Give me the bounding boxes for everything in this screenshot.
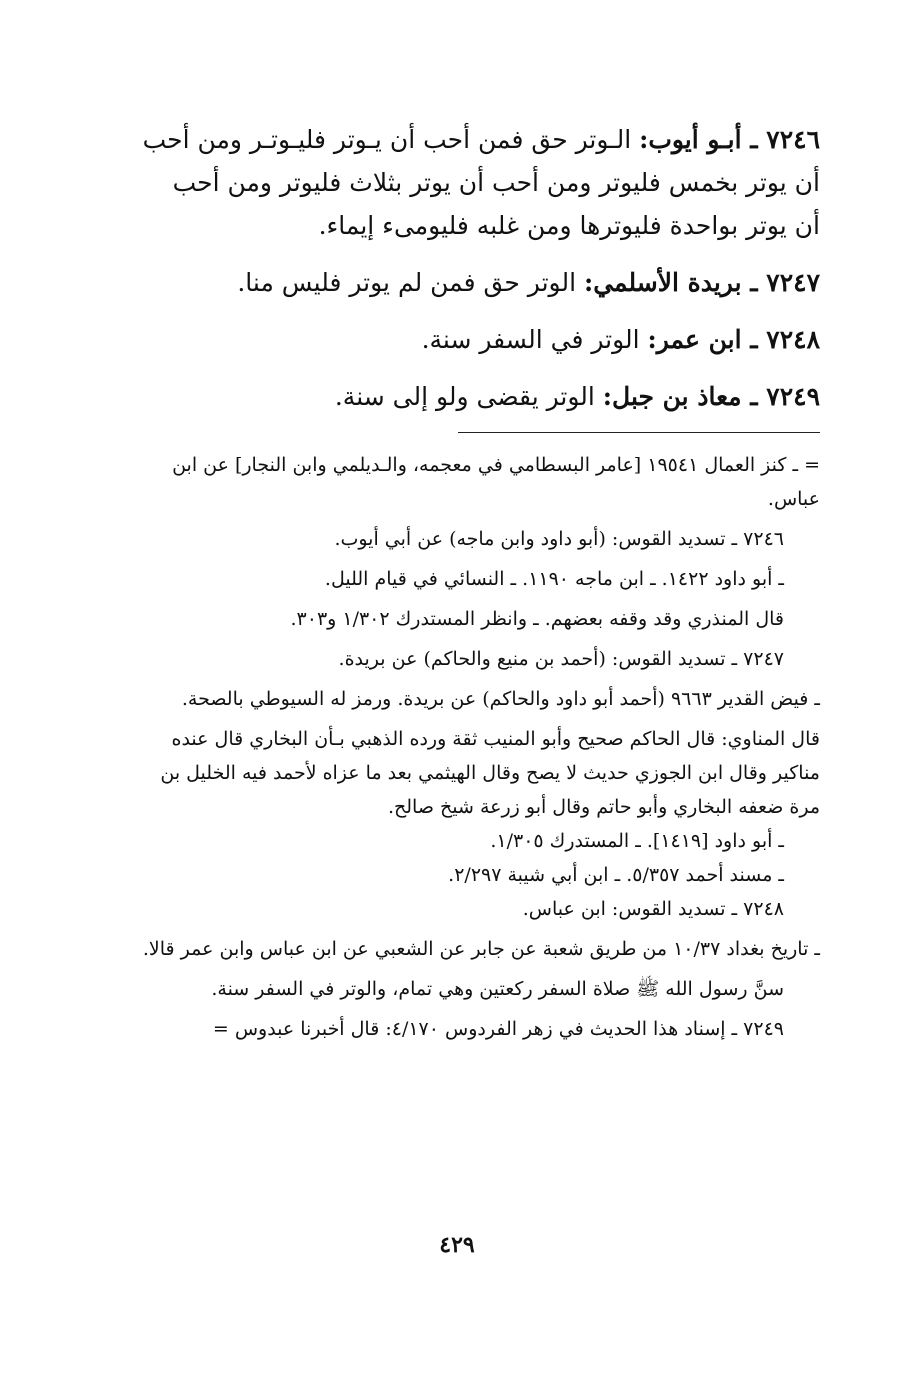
footnote-line: ٧٢٤٦ ـ تسديد القوس: (أبو داود وابن ماجه) عن أبي أيوب.	[334, 528, 784, 550]
footnote-line: قال المنذري وقد وقفه بعضهم. ـ وانظر المستدرك ١/٣٠٢ و٣٠٣.	[290, 608, 784, 630]
hadith-head: ٧٢٤٧ ـ بريدة الأسلمي:	[583, 268, 820, 297]
hadith-text: الـوتر حق فمن أحب أن يـوتر فليـوتـر ومن أحب أن يوتر بخمس فليوتر ومن أحب أن يوتر بثلاث فليوتر ومن أحب أن يوتر بواحدة فليوترها ومن غلبه فليومىء إيماء.	[142, 125, 820, 240]
hadith-text: الوتر في السفر سنة.	[421, 325, 648, 354]
footnote-line: ـ أبو داود [١٤١٩]. ـ المستدرك ١/٣٠٥.	[490, 830, 784, 852]
hadith-head: ٧٢٤٦ ـ أبـو أيوب:	[639, 125, 820, 154]
footnotes-section	[140, 448, 820, 1046]
footnote-line: ـ مسند أحمد ٥/٣٥٧. ـ ابن أبي شيبة ٢/٢٩٧.	[448, 864, 784, 886]
footnote-line: ٧٢٤٩ ـ إسناد هذا الحديث في زهر الفردوس ٤/١٧٠: قال أخبرنا عبدوس =	[212, 1018, 784, 1040]
page-number: ٤٢٩	[439, 1232, 475, 1258]
hadith-7247	[140, 261, 820, 304]
footnote-line: = ـ كنز العمال ١٩٥٤١ [عامر البسطامي في معجمه، والـديلمي وابن النجار] عن ابن عباس.	[172, 454, 820, 510]
hadith-section	[140, 118, 820, 432]
footnote-line: سنَّ رسول الله ﷺ صلاة السفر ركعتين وهي تمام، والوتر في السفر سنة.	[211, 978, 784, 1000]
footnote-divider	[458, 432, 820, 433]
footnote-line: ـ فيض القدير ٩٦٦٣ (أحمد أبو داود والحاكم) عن بريدة. ورمز له السيوطي بالصحة.	[181, 688, 820, 710]
footnote-line: قال المناوي: قال الحاكم صحيح وأبو المنيب ثقة ورده الذهبي بـأن البخاري قال عنده مناكير وقال ابن الجوزي حديث لا يصح وقال الهيثمي بعد ما عزاه لأحمد فيه الخليل بن مرة ضعفه البخاري وأبو حاتم وقال أبو زرعة شيخ صالح.	[160, 728, 820, 818]
footnote-line: ٧٢٤٨ ـ تسديد القوس: ابن عباس.	[522, 898, 784, 920]
footnote-line: ٧٢٤٧ ـ تسديد القوس: (أحمد بن منيع والحاكم) عن بريدة.	[338, 648, 784, 670]
hadith-text: الوتر يقضى ولو إلى سنة.	[334, 382, 603, 411]
hadith-7246	[140, 118, 820, 247]
hadith-7248	[140, 318, 820, 361]
hadith-7249	[140, 375, 820, 418]
hadith-text: الوتر حق فمن لم يوتر فليس منا.	[237, 268, 584, 297]
hadith-head: ٧٢٤٩ ـ معاذ بن جبل:	[602, 382, 820, 411]
footnote-line: ـ تاريخ بغداد ١٠/٣٧ من طريق شعبة عن جابر عن الشعبي عن ابن عباس وابن عمر قالا.	[142, 938, 820, 960]
hadith-head: ٧٢٤٨ ـ ابن عمر:	[647, 325, 820, 354]
footnote-line: ـ أبو داود ١٤٢٢. ـ ابن ماجه ١١٩٠. ـ النسائي في قيام الليل.	[324, 568, 784, 590]
